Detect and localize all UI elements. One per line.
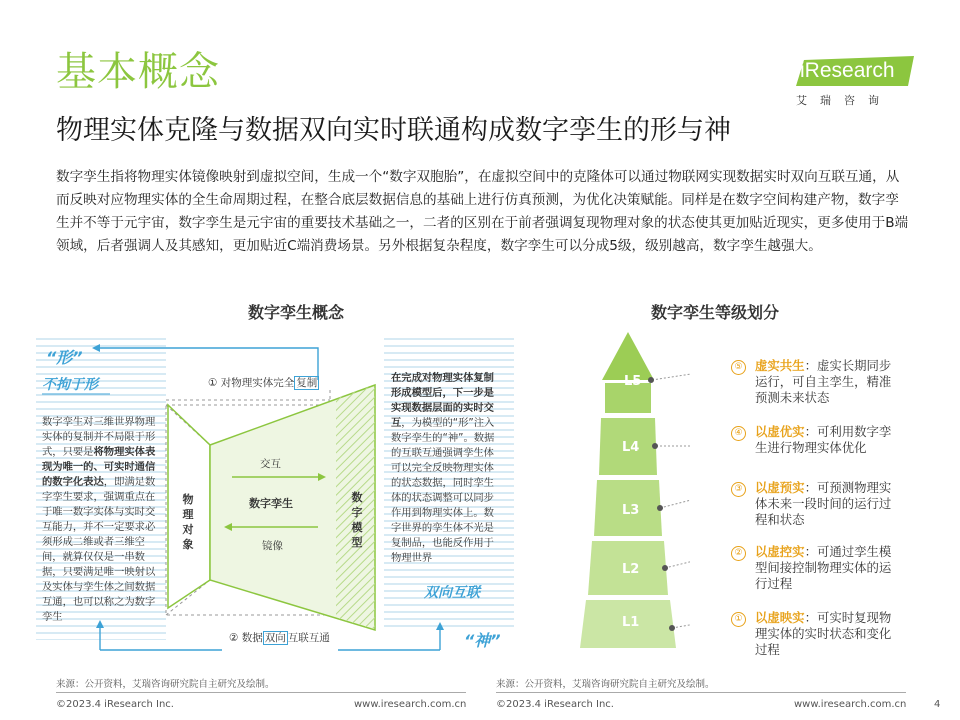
- spirit-text: ，为模型的“形”注入数字孪生的“神”。数据的互联互通强调孪生体可以完全反映物理实体的状态数据，同时孪生体的状态调整可以同步作用到物理实体上。数字世界的孪生体不光是复制品，也能反作用于物理世界: [391, 417, 495, 564]
- level1-desc: ：可实时复现物理实体的实时状态和变化过程: [755, 610, 892, 657]
- level-l5-code: L5: [624, 374, 642, 389]
- physical-object-label: 物理对象: [182, 493, 194, 551]
- step2-num: ②: [229, 632, 239, 644]
- right-source: 来源：公开资料，艾瑞咨询研究院自主研究及绘制。: [496, 679, 715, 690]
- twin-label: 数字孪生: [249, 497, 293, 510]
- concept-heading: 数字孪生概念: [248, 303, 345, 322]
- interact-label: 交互: [260, 458, 281, 470]
- spirit-label: “神”: [464, 631, 501, 650]
- level2-name: 以虚控实: [755, 544, 805, 559]
- logo-word: iResearch: [800, 59, 895, 82]
- level-l4-code: L4: [622, 440, 640, 455]
- spirit-description: [391, 371, 503, 566]
- step2-label: [229, 630, 330, 645]
- iresearch-logo: [796, 56, 916, 108]
- step2-highlight: 双向: [264, 632, 286, 644]
- level3-text: [755, 480, 897, 528]
- form-text-bold: 将物理实体表现为唯一的、可实时通信的数字化表达: [42, 446, 156, 488]
- step1-highlight: 复制: [296, 377, 318, 389]
- level2-text: [755, 544, 897, 592]
- level3-name: 以虚预实: [755, 480, 805, 495]
- level4-number: ④: [731, 426, 746, 441]
- digital-model-label: 数字模型: [351, 491, 363, 549]
- form-text-1: 数字孪生对三维世界物理实体的复制并不局限于形式，只要是: [42, 416, 156, 458]
- level5-number: ⑤: [731, 360, 746, 375]
- level4-text: [755, 424, 897, 456]
- right-url[interactable]: www.iresearch.com.cn: [794, 699, 907, 710]
- level4-name: 以虚优实: [755, 424, 805, 439]
- level1-text: [755, 610, 897, 658]
- right-copyright: ©2023.4 iResearch Inc.: [496, 699, 614, 710]
- logo-chinese: 艾瑞咨询: [796, 94, 892, 107]
- level-l2-code: L2: [622, 562, 640, 577]
- right-footer-rule: [496, 692, 906, 693]
- levels-heading: 数字孪生等级划分: [651, 303, 780, 322]
- left-copyright: ©2023.4 iResearch Inc.: [56, 699, 174, 710]
- level2-desc: ：可通过孪生模型间接控制物理实体的运行过程: [755, 544, 892, 591]
- level5-text: [755, 358, 897, 406]
- step1-num: ①: [208, 377, 218, 389]
- level4-desc: ：可利用数字孪生进行物理实体优化: [755, 424, 892, 455]
- bidirectional-label: 双向互联: [424, 585, 480, 601]
- form-description: [42, 415, 160, 625]
- form-label: “形”: [46, 348, 83, 367]
- mirror-label: 镜像: [262, 540, 283, 552]
- level-l3-code: L3: [622, 503, 640, 518]
- page-subtitle: 物理实体克隆与数据双向实时联通构成数字孪生的形与神: [56, 115, 731, 146]
- step2-text-a: 数据: [241, 632, 263, 644]
- form-sublabel: 不拘于形: [42, 377, 98, 393]
- level5-name: 虚实共生: [755, 358, 805, 373]
- step2-text-c: 互联互通: [287, 632, 330, 644]
- step1-label: [208, 375, 319, 390]
- level5-desc: ：虚实长期同步运行，可自主孪生，精准预测未来状态: [755, 358, 892, 405]
- step1-text: 对物理实体完全: [220, 377, 295, 389]
- left-source: 来源：公开资料，艾瑞咨询研究院自主研究及绘制。: [56, 679, 275, 690]
- spirit-text-bold: 在完成对物理实体复制形成模型后，下一步是实现数据层面的实时交互: [391, 372, 494, 429]
- level-l1-code: L1: [622, 615, 640, 630]
- form-text-2: ，即满足数字孪生要求，强调重点在于唯一数字实体与实时交互能力，并不一定要求必须形成二维或者三维空间，就算仅仅是一串数据，只要满足唯一映射以及实体与孪生体之间数据互通，也可以称之为数字孪生: [42, 476, 156, 623]
- level1-name: 以虚映实: [755, 610, 805, 625]
- level1-number: ①: [731, 612, 746, 627]
- intro-paragraph: 数字孪生指将物理实体镜像映射到虚拟空间，生成一个“数字双胞胎”，在虚拟空间中的克隆体可以通过物联网实现数据实时双向互联互通，从而反映对应物理实体的全生命周期过程，在整合底层数据信息的基础上进行仿真预测，为优化决策赋能。同样是在数字空间构建产物，数字孪生并不等于元宇宙，数字孪生是元宇宙的重要技术基础之一，二者的区别在于前者强调复现物理对象的状态使其更加贴近现实，更多使用于B端领域，后者强调人及其感知，更加贴近C端消费场景。另外根据复杂程度，数字孪生可以分成5级，级别越高，数字孪生越强大。: [56, 169, 909, 254]
- page-title: 基本概念: [56, 49, 220, 95]
- left-url[interactable]: www.iresearch.com.cn: [354, 699, 467, 710]
- page-number: 4: [934, 699, 941, 710]
- level3-number: ③: [731, 482, 746, 497]
- level3-desc: ：可预测物理实体未来一段时间的运行过程和状态: [755, 480, 892, 527]
- left-footer-rule: [56, 692, 466, 693]
- level2-number: ②: [731, 546, 746, 561]
